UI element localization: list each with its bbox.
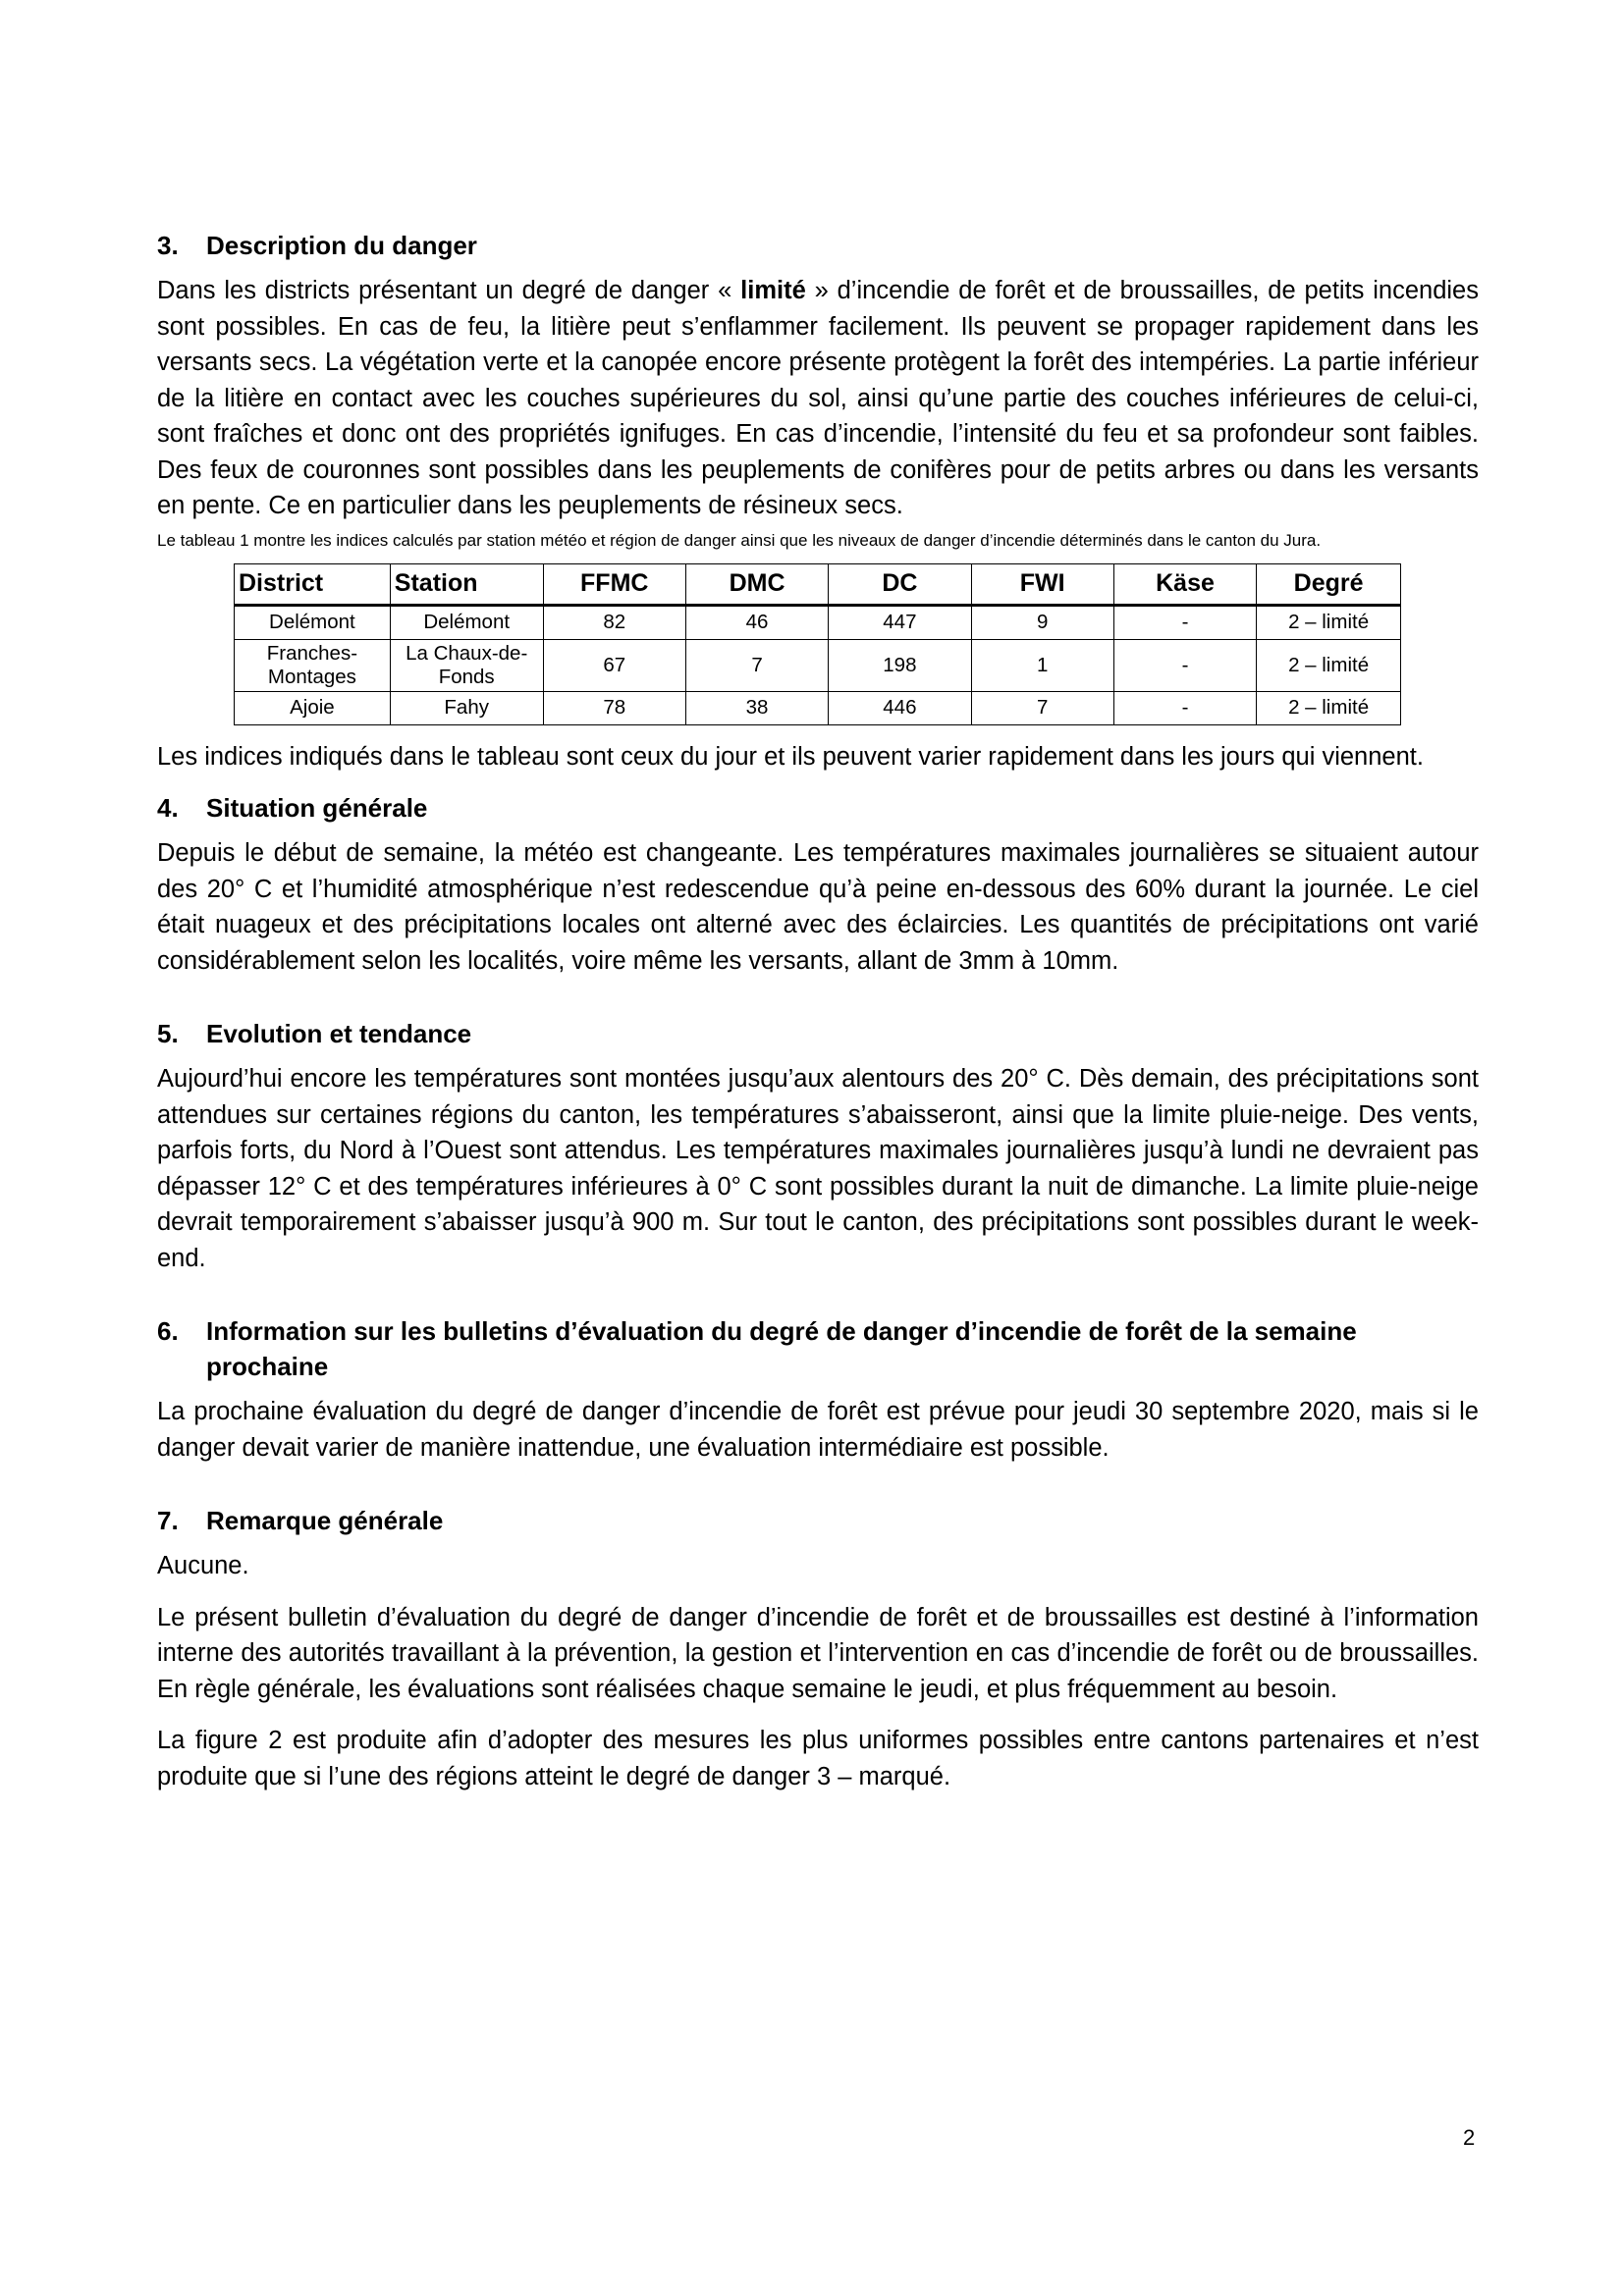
table-cell: -	[1113, 691, 1256, 724]
table-cell: Fahy	[390, 691, 543, 724]
table-caption: Le tableau 1 montre les indices calculés par station météo et région de danger ainsi que les niveaux de danger d’incendie déterminés dans le canton du Jura.	[157, 530, 1322, 550]
table-cell: 82	[543, 605, 685, 639]
table-cell: 67	[543, 639, 685, 691]
fire-index-table	[234, 563, 1401, 725]
section-7-paragraph: La figure 2 est produite afin d’adopter des mesures les plus uniformes possibles entre cantons partenaires et n’est produite que si l’une des régions atteint le degré de danger 3 – marqué.	[157, 1727, 1479, 1790]
table-cell: 7	[971, 691, 1113, 724]
table-cell: Delémont	[235, 605, 391, 639]
table-cell: 7	[685, 639, 828, 691]
table-cell: Franches-Montages	[235, 639, 391, 691]
paragraph-text: Dans les districts présentant un degré de danger «	[157, 277, 741, 304]
section-title: Evolution et tendance	[206, 1019, 472, 1048]
section-title: Situation générale	[206, 793, 428, 823]
table-cell: -	[1113, 605, 1256, 639]
section-number: 3.	[157, 231, 179, 260]
section-number: 4.	[157, 793, 179, 823]
section-5-paragraph: Aujourd’hui encore les températures sont montées jusqu’aux alentours des 20° C. Dès demain, des précipitations sont attendues sur certaines régions du canton, les températures s’abaisseront, ainsi que la limite pluie-neige. Des vents, parfois forts, du Nord à l’Ouest sont attendus. Les températures maximales journalières jusqu’à lundi ne devraient pas dépasser 12° C et des températures inférieures à 0° C sont possibles durant la nuit de dimanche. La limite pluie-neige devrait temporairement s’abaisser jusqu’à 900 m. Sur tout le canton, des précipitations sont possibles durant le week-end.	[157, 1065, 1479, 1272]
section-7-heading	[157, 1503, 1479, 1538]
section-6-paragraph: La prochaine évaluation du degré de danger d’incendie de forêt est prévue pour jeudi 30 septembre 2020, mais si le danger devait varier de manière inattendue, une évaluation intermédiaire est possible.	[157, 1398, 1479, 1462]
table-cell: 1	[971, 639, 1113, 691]
table-row	[235, 639, 1401, 691]
paragraph-text: » d’incendie de forêt et de broussailles, de petits incendies sont possibles. En cas de feu, la litière peut s’enflammer facilement. Ils peuvent se propager rapidement dans les versants secs. La végétation verte et la canopée encore présente protègent la forêt des intempéries. La partie inférieur de la litière en contact avec les couches supérieures du sol, ainsi qu’une partie des couches inférieures de celui-ci, sont fraîches et donc ont des propriétés ignifuges. En cas d’incendie, l’intensité du feu et sa profondeur sont faibles. Des feux de couronnes sont possibles dans les peuplements de conifères pour de petits arbres ou dans les versants en pente. Ce en particulier dans les peuplements de résineux secs.	[157, 277, 1479, 519]
table-cell: 446	[829, 691, 971, 724]
column-header: Station	[390, 563, 543, 605]
table-cell: 2 – limité	[1257, 639, 1401, 691]
document-page	[157, 228, 1479, 1810]
table-cell: Ajoie	[235, 691, 391, 724]
table-cell: 9	[971, 605, 1113, 639]
section-number: 5.	[157, 1019, 179, 1048]
table-cell: 78	[543, 691, 685, 724]
section-3-heading	[157, 228, 1479, 263]
table-cell: -	[1113, 639, 1256, 691]
section-title: Description du danger	[206, 231, 477, 260]
table-cell: La Chaux-de-Fonds	[390, 639, 543, 691]
table-cell: 2 – limité	[1257, 605, 1401, 639]
bold-term: limité	[740, 277, 806, 304]
section-7-paragraph: Aucune.	[157, 1552, 249, 1579]
table-cell: Delémont	[390, 605, 543, 639]
table-cell: 198	[829, 639, 971, 691]
table-cell: 46	[685, 605, 828, 639]
table-header-row	[235, 563, 1401, 605]
section-title: Information sur les bulletins d’évaluation du degré de danger d’incendie de forêt de la semaine prochaine	[206, 1316, 1357, 1381]
section-number: 6.	[157, 1316, 179, 1346]
section-number: 7.	[157, 1506, 179, 1535]
section-6-heading	[157, 1313, 1479, 1384]
page-number: 2	[1463, 2125, 1476, 2150]
column-header: DC	[829, 563, 971, 605]
table-row	[235, 605, 1401, 639]
column-header: Käse	[1113, 563, 1256, 605]
section-4-heading	[157, 790, 1479, 826]
table-cell: 447	[829, 605, 971, 639]
section-title: Remarque générale	[206, 1506, 444, 1535]
section-3-paragraph	[157, 273, 1479, 524]
table-row	[235, 691, 1401, 724]
table-cell: 2 – limité	[1257, 691, 1401, 724]
section-4-paragraph: Depuis le début de semaine, la météo est changeante. Les températures maximales journalières se situaient autour des 20° C et l’humidité atmosphérique n’est redescendue qu’à peine en-dessous des 60% durant la journée. Le ciel était nuageux et des précipitations locales ont alterné avec des éclaircies. Les quantités de précipitations ont varié considérablement selon les localités, voire même les versants, allant de 3mm à 10mm.	[157, 839, 1479, 975]
section-5-heading	[157, 1016, 1479, 1051]
table-cell: 38	[685, 691, 828, 724]
column-header: Degré	[1257, 563, 1401, 605]
after-table-paragraph: Les indices indiqués dans le tableau sont ceux du jour et ils peuvent varier rapidement dans les jours qui viennent.	[157, 742, 1424, 771]
column-header: District	[235, 563, 391, 605]
column-header: FFMC	[543, 563, 685, 605]
column-header: FWI	[971, 563, 1113, 605]
column-header: DMC	[685, 563, 828, 605]
section-7-paragraph: Le présent bulletin d’évaluation du degré de danger d’incendie de forêt et de broussailles est destiné à l’information interne des autorités travaillant à la prévention, la gestion et l’intervention en cas d’incendie de forêt ou de broussailles. En règle générale, les évaluations sont réalisées chaque semaine le jeudi, et plus fréquemment au besoin.	[157, 1603, 1479, 1703]
